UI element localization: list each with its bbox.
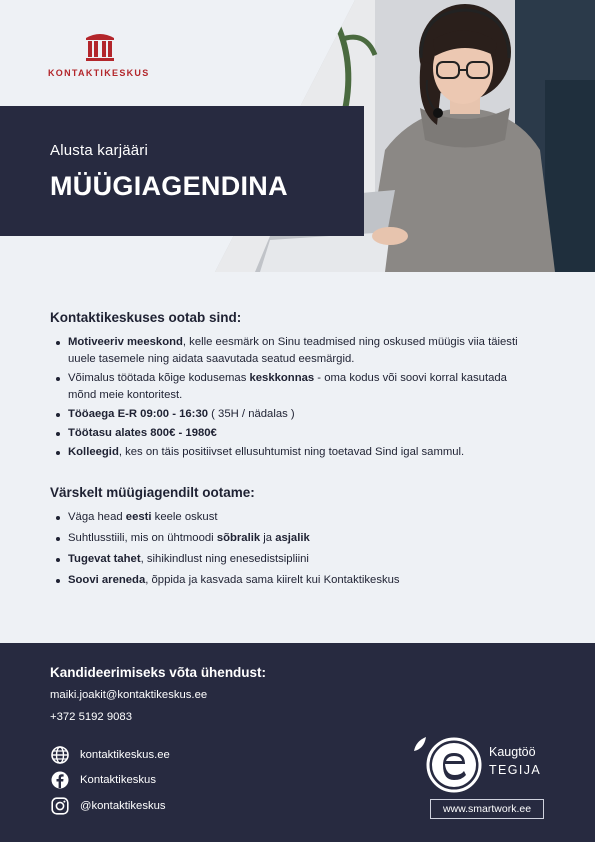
website-link[interactable] [50,745,170,765]
partner-logo [412,733,552,823]
list-item: Töötasu alates 800€ - 1980€ [50,425,530,442]
contact-phone-link[interactable]: +372 5192 9083 [50,711,132,723]
facebook-label: Kontaktikeskus [80,774,156,786]
brand-logo-text: KONTAKTIKESKUS [48,68,150,78]
facebook-icon [50,770,70,790]
website-label: kontaktikeskus.ee [80,749,170,761]
columns-logo-icon [84,30,116,62]
partner-url-link[interactable]: www.smartwork.ee [430,799,544,819]
offer-list [50,334,530,461]
contact-email-link[interactable]: maiki.joakit@kontaktikeskus.ee [50,689,208,701]
list-item: Motiveeriv meeskond, kelle eesmärk on Sinu teadmised ning oskused müügis viia täiesti uuele tasemele ning aidata saavutada seatud eesmärgid. [50,334,530,368]
list-item: Suhtlusstiili, mis on ühtmoodi sõbralik ja asjalik [50,530,530,547]
job-content [50,310,530,593]
list-item: Soovi areneda, õppida ja kasvada sama kiirelt kui Kontaktikeskus [50,572,530,589]
instagram-icon [50,796,70,816]
contact-title: Kandideerimiseks võta ühendust: [50,665,267,680]
requirements-list [50,509,530,589]
kaugtoo-tegija-logo-icon [412,733,482,797]
instagram-label: @kontaktikeskus [80,800,166,812]
hero-subtitle: Alusta karjääri [50,142,149,159]
facebook-link[interactable] [50,770,156,790]
list-item: Tööaega E-R 09:00 - 16:30 ( 35H / nädalas ) [50,406,530,423]
partner-line2: TEGIJA [489,763,542,777]
instagram-link[interactable] [50,796,166,816]
globe-icon [50,745,70,765]
list-item: Väga head eesti keele oskust [50,509,530,526]
requirements-section-title: Värskelt müügiagendilt ootame: [50,485,255,500]
list-item: Tugevat tahet, sihikindlust ning enesedistsipliini [50,551,530,568]
list-item: Võimalus töötada kõige kodusemas keskkonnas - oma kodus või soovi korral kasutada mõnd meie kontoritest. [50,370,530,404]
partner-line1: Kaugtöö [489,745,536,759]
hero-banner [0,106,364,236]
hero-title: MÜÜGIAGENDINA [50,171,288,201]
offer-section-title: Kontaktikeskuses ootab sind: [50,310,242,325]
contact-footer [0,643,595,842]
list-item: Kolleegid, kes on täis positiivset ellusuhtumist ning toetavad Sind igal sammul. [50,444,530,461]
header-area [0,0,595,272]
